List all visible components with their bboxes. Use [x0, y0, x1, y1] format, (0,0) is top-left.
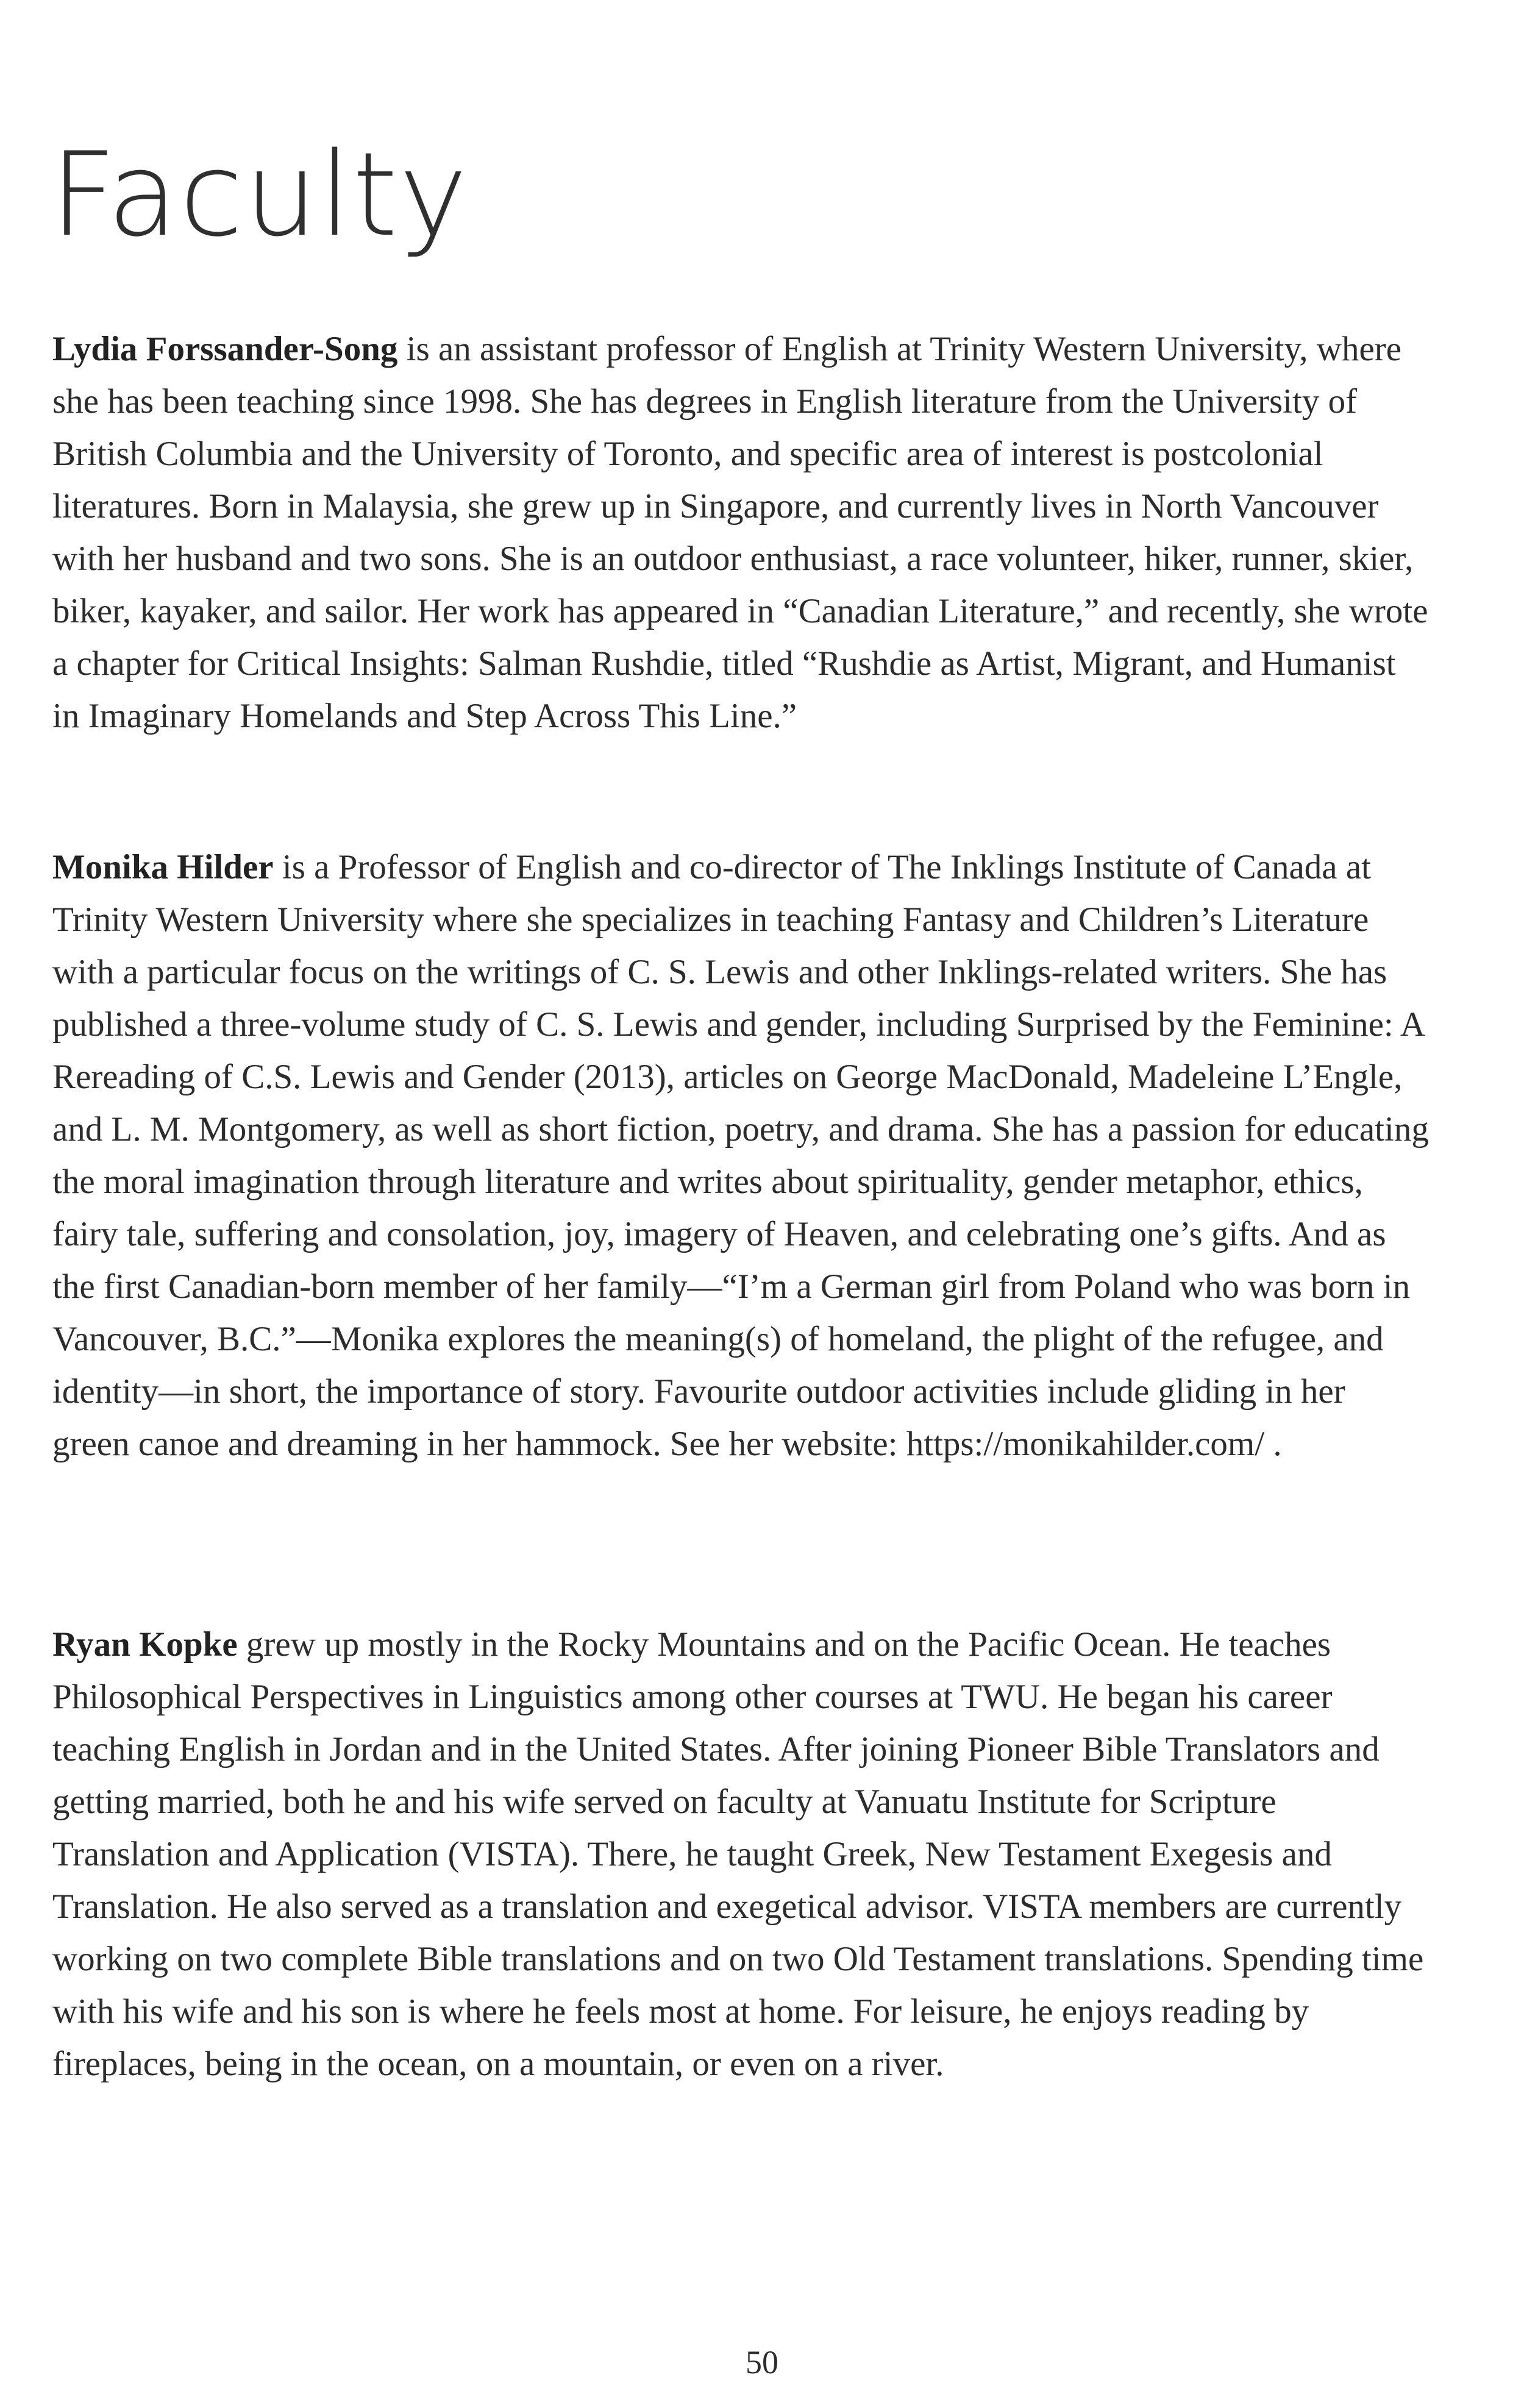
faculty-name: Monika Hilder — [52, 848, 274, 886]
faculty-bio-text: is a Professor of English and co-director of The Inklings Institute of Canada at Trinity Western University where she specializes in teaching Fantasy and Children’s Literature with a particular focus on the writings of C. S. Lewis and other Inklings-related writers. She has published a three-volume study of C. S. Lewis and gender, including Surprised by the Feminine: A Rereading of C.S. Lewis and Gender (2013), articles on George MacDonald, Madeleine L’Engle, and L. M. Montgomery, as well as short fiction, poetry, and drama. She has a passion for educating the moral imagination through literature and writes about spirituality, gender metaphor, ethics, fairy tale, suffering and consolation, joy, imagery of Heaven, and celebrating one’s gifts. And as the first Canadian-born member of her family—“I’m a German girl from Poland who was born in Vancouver, B.C.”—Monika explores the meaning(s) of homeland, the plight of the refugee, and identity—in short, the importance of story. Favourite outdoor activities include gliding in her green canoe and dreaming in her hammock. See her website: https://monikahilder.com/ . — [52, 848, 1429, 1463]
page-title: Faculty — [50, 127, 469, 262]
page-number: 50 — [746, 2344, 778, 2381]
faculty-name: Ryan Kopke — [52, 1625, 238, 1664]
faculty-bio-hilder — [52, 841, 1430, 1470]
faculty-bio-kopke — [52, 1619, 1430, 2090]
faculty-bio-text: is an assistant professor of English at Trinity Western University, where she has been teaching since 1998. She has degrees in English literature from the University of British Columbia and the University of Toronto, and specific area of interest is postcolonial literatures. Born in Malaysia, she grew up in Singapore, and currently lives in North Vancouver with her husband and two sons. She is an outdoor enthusiast, a race volunteer, hiker, runner, skier, biker, kayaker, and sailor. Her work has appeared in “Canadian Literature,” and recently, she wrote a chapter for Critical Insights: Salman Rushdie, titled “Rushdie as Artist, Migrant, and Humanist in Imaginary Homelands and Step Across This Line.” — [52, 330, 1428, 735]
faculty-bio-forssander-song — [52, 323, 1430, 743]
faculty-name: Lydia Forssander-Song — [52, 330, 398, 368]
faculty-bio-text: grew up mostly in the Rocky Mountains and on the Pacific Ocean. He teaches Philosophical Perspectives in Linguistics among other courses at TWU. He began his career teaching English in Jordan and in the United States. After joining Pioneer Bible Translators and getting married, both he and his wife served on faculty at Vanuatu Institute for Scripture Translation and Application (VISTA). There, he taught Greek, New Testament Exegesis and Translation. He also served as a translation and exegetical advisor. VISTA members are currently working on two complete Bible translations and on two Old Testament translations. Spending time with his wife and his son is where he feels most at home. For leisure, he enjoys reading by fireplaces, being in the ocean, on a mountain, or even on a river. — [52, 1625, 1424, 2083]
